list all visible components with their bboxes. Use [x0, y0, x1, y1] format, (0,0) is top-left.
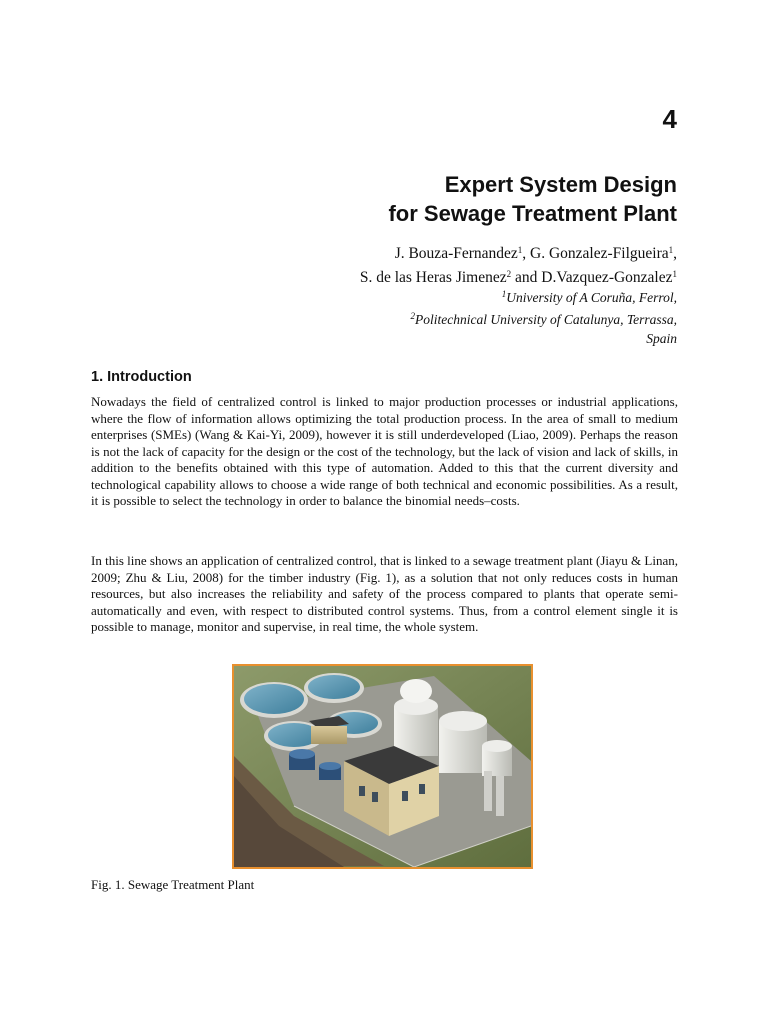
- paragraph-1: Nowadays the field of centralized control is linked to major production processes or industrial applications, where the flow of information allows optimizing the total production process. In the area of small to medium enterprises (SMEs) (Wang & Kai-Yi, 2009), however it is still underdeveloped (Liao, 2009). Perhaps the reason is not the lack of capacity for the design or the cost of the technology, but the lack of vision and lack of skills, in addition to the benefits obtained with this type of automation. Added to this that the current diversity and technological capability allows to choose a wide range of both technical and economic possibilities. As a result, it is possible to select the technology in order to balance the binomial needs–costs.: [91, 394, 678, 508]
- affiliation-text: Politechnical University of Catalunya, Terrassa,: [415, 312, 677, 327]
- author-name: G. Gonzalez-Filgueira: [530, 245, 669, 262]
- affiliations: [117, 285, 677, 348]
- sewage-plant-illustration: [234, 666, 531, 867]
- author-list: [117, 240, 677, 288]
- paragraph-2: In this line shows an application of centralized control, that is linked to a sewage treatment plant (Jiayu & Linan, 2009; Zhu & Liu, 2008) for the timber industry (Fig. 1), as a solution that not only reduces costs in human resources, but also increases the reliability and safety of the process compared to plants that operate semi-automatically and even, with respect to distributed control systems. Thus, from a control element single it is possible to manage, monitor and supervise, in real time, the whole system.: [91, 553, 678, 634]
- affiliation-2: [117, 307, 677, 329]
- figure-image: [232, 664, 533, 869]
- author-affiliation-marker: 1: [672, 269, 677, 279]
- author-affiliation-marker: 2: [506, 269, 512, 279]
- affiliation-text: University of A Coruña, Ferrol,: [506, 290, 677, 305]
- author-name: D.Vazquez-Gonzalez: [541, 269, 673, 286]
- author-name: J. Bouza-Fernandez: [394, 245, 518, 262]
- affiliation-2-country: Spain: [646, 331, 677, 346]
- author-separator: ,: [673, 245, 677, 262]
- author-separator: and: [511, 269, 542, 286]
- author-line-1: [117, 240, 677, 264]
- chapter-title: [177, 170, 677, 228]
- author-affiliation-marker: 1: [517, 245, 523, 255]
- author-affiliation-marker: 1: [668, 245, 674, 255]
- chapter-title-line-2: for Sewage Treatment Plant: [388, 201, 677, 226]
- author-name: S. de las Heras Jimenez: [359, 269, 507, 286]
- figure-caption: Fig. 1. Sewage Treatment Plant: [91, 877, 255, 892]
- affiliation-marker: 1: [501, 289, 507, 299]
- chapter-number: 4: [662, 104, 677, 134]
- affiliation-marker: 2: [410, 311, 416, 321]
- affiliation-1: [117, 285, 677, 307]
- section-heading: 1. Introduction: [91, 369, 192, 385]
- author-separator: ,: [522, 245, 531, 262]
- chapter-title-line-1: Expert System Design: [444, 172, 677, 197]
